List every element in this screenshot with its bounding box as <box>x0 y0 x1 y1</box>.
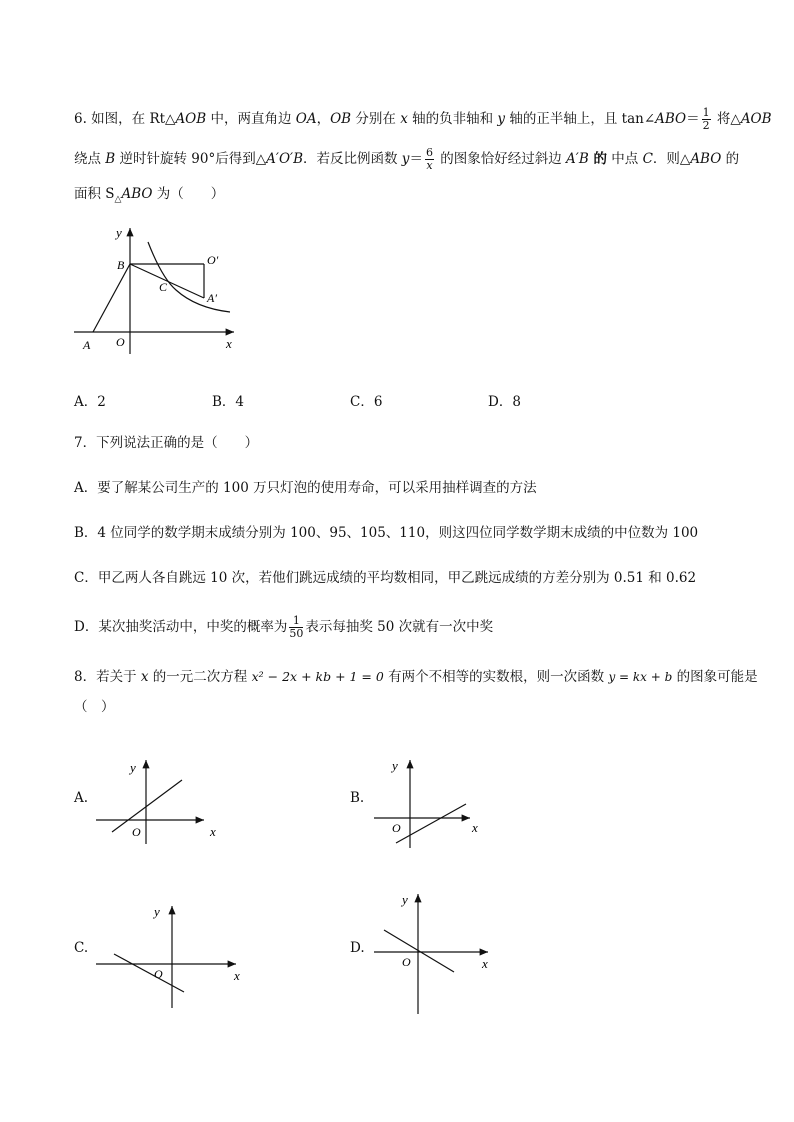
label-y: y <box>116 225 122 240</box>
fraction-numerator: 6 <box>425 146 433 159</box>
function-line <box>396 804 466 843</box>
label-y: y <box>402 892 408 907</box>
q6-option-d[interactable] <box>488 390 521 410</box>
q6-text: 的 <box>588 151 607 167</box>
label-y: y <box>154 904 160 919</box>
q8-text: 有两个不相等的实数根，则一次函数 <box>383 669 609 685</box>
label-y: y <box>130 760 136 775</box>
q6-text: x <box>400 111 408 127</box>
label-C: C <box>159 280 168 294</box>
q6-option-b[interactable] <box>212 390 244 410</box>
option-value: 8 <box>512 394 521 410</box>
q6-line-3 <box>74 184 224 210</box>
fraction-1-50 <box>289 615 303 640</box>
q6-text: AOB <box>740 111 772 127</box>
label-origin: O <box>132 825 141 839</box>
q7-option-d[interactable] <box>74 615 493 640</box>
q6-text: C <box>642 151 653 167</box>
q6-text: ＝ <box>409 151 423 167</box>
label-x: x <box>234 968 240 983</box>
label-x: x <box>472 820 478 835</box>
option-letter: D． <box>488 394 513 410</box>
q6-text: 将△ <box>712 111 741 127</box>
q8-text: x <box>140 669 149 685</box>
q8-text: 的一元二次方程 <box>148 669 252 685</box>
fraction-1-2 <box>702 107 711 132</box>
segment-AB <box>93 264 130 332</box>
q6-figure <box>66 222 246 357</box>
label-O-prime: O′ <box>207 253 219 267</box>
q6-text: ．则△ <box>652 151 691 167</box>
q6-text: 中点 <box>606 151 643 167</box>
option-letter: C． <box>350 394 374 410</box>
label-O: O <box>116 335 125 349</box>
fraction-denominator: 50 <box>289 627 304 640</box>
fraction-numerator: 1 <box>702 106 710 119</box>
function-line <box>384 930 454 972</box>
q8-text: 的图象可能是 <box>672 669 758 685</box>
q6-text: ， <box>316 111 331 127</box>
q8-graph-d[interactable] <box>370 890 510 1020</box>
q6-text: 的图象恰好经过斜边 <box>435 151 567 167</box>
q6-text: y <box>401 151 410 167</box>
option-value: 6 <box>373 394 383 410</box>
q8-option-b[interactable]: B. <box>350 790 365 806</box>
q8-stem <box>74 667 758 687</box>
q6-text: 轴的正半轴上，且 tan∠ <box>505 111 656 127</box>
q8-text: 8．若关于 <box>74 669 141 685</box>
q7-option-c[interactable]: C．甲乙两人各自跳远 10 次，若他们跳远成绩的平均数相同，甲乙跳远成绩的方差分别为 0.51 和 0.62 <box>74 570 697 586</box>
q8-graph-c[interactable] <box>92 900 252 1010</box>
q6-text: 面积 S <box>74 186 115 202</box>
fraction-denominator: x <box>426 159 433 172</box>
q6-option-a[interactable] <box>74 390 106 410</box>
q6-text: ABO <box>121 186 153 202</box>
label-B: B <box>117 258 125 272</box>
q8-graph-a[interactable] <box>92 756 232 846</box>
q6-text: A′O′B <box>266 151 303 167</box>
q8-option-a[interactable]: A. <box>74 790 89 806</box>
label-origin: O <box>392 821 401 835</box>
q6-text: 逆时针旋转 90°后得到△ <box>115 151 267 167</box>
label-origin: O <box>402 955 411 969</box>
q6-text: y <box>497 111 506 127</box>
q6-text: ．若反比例函数 <box>303 151 402 167</box>
q8-option-d[interactable]: D. <box>350 940 365 956</box>
fraction-denominator: 2 <box>702 119 710 132</box>
label-origin: O <box>154 967 163 981</box>
label-A-prime: A′ <box>207 291 217 305</box>
option-text: D．某次抽奖活动中，中奖的概率为 <box>74 619 288 635</box>
q6-option-c[interactable] <box>350 390 382 410</box>
label-x: x <box>482 956 488 971</box>
fraction-6-x <box>425 147 434 172</box>
option-value: 4 <box>235 394 245 410</box>
q6-text: △ <box>114 194 122 205</box>
q6-text: ABO <box>690 151 722 167</box>
q6-line-2 <box>74 147 739 172</box>
q6-text: OB <box>330 111 352 127</box>
function-line <box>112 780 182 832</box>
q6-text: 分别在 <box>351 111 401 127</box>
option-letter: A． <box>74 394 98 410</box>
q8-graph-b[interactable] <box>370 756 510 851</box>
option-letter: B． <box>212 394 236 410</box>
q8-option-c[interactable]: C. <box>74 940 89 956</box>
label-x: x <box>226 336 232 351</box>
label-x: x <box>210 824 216 839</box>
q6-line-1 <box>74 107 772 132</box>
q7-option-b[interactable]: B．4 位同学的数学期末成绩分别为 100、95、105、110，则这四位同学数学期末成绩的中位数为 100 <box>74 525 699 541</box>
q8-function: y = kx + b <box>608 670 673 684</box>
function-line <box>114 954 184 992</box>
option-value: 2 <box>97 394 106 410</box>
q8-stem-paren: （ ） <box>74 699 115 715</box>
q6-text: ＝ <box>686 111 700 127</box>
fraction-numerator: 1 <box>289 615 303 628</box>
q6-text: 的 <box>721 151 740 167</box>
q6-text: B <box>105 151 116 167</box>
q8-equation: x² − 2x + kb + 1 = 0 <box>251 669 384 684</box>
label-A: A <box>83 338 91 352</box>
q7-stem: 7．下列说法正确的是（ ） <box>74 435 259 451</box>
q6-text: 绕点 <box>74 151 106 167</box>
q6-text: OA <box>295 111 317 127</box>
option-text: 表示每抽奖 50 次就有一次中奖 <box>305 619 494 635</box>
q6-text: 6. 如图，在 Rt△ <box>74 111 176 127</box>
q6-text: AOB <box>175 111 207 127</box>
q6-text: A′B <box>566 151 589 167</box>
q6-text: 为（ ） <box>152 186 225 202</box>
q7-option-a[interactable]: A．要了解某公司生产的 100 万只灯泡的使用寿命，可以采用抽样调查的方法 <box>74 480 537 496</box>
q6-text: 中，两直角边 <box>206 111 296 127</box>
q6-text: 轴的负非轴和 <box>407 111 498 127</box>
label-y: y <box>392 758 398 773</box>
q6-text: ABO <box>655 111 687 127</box>
